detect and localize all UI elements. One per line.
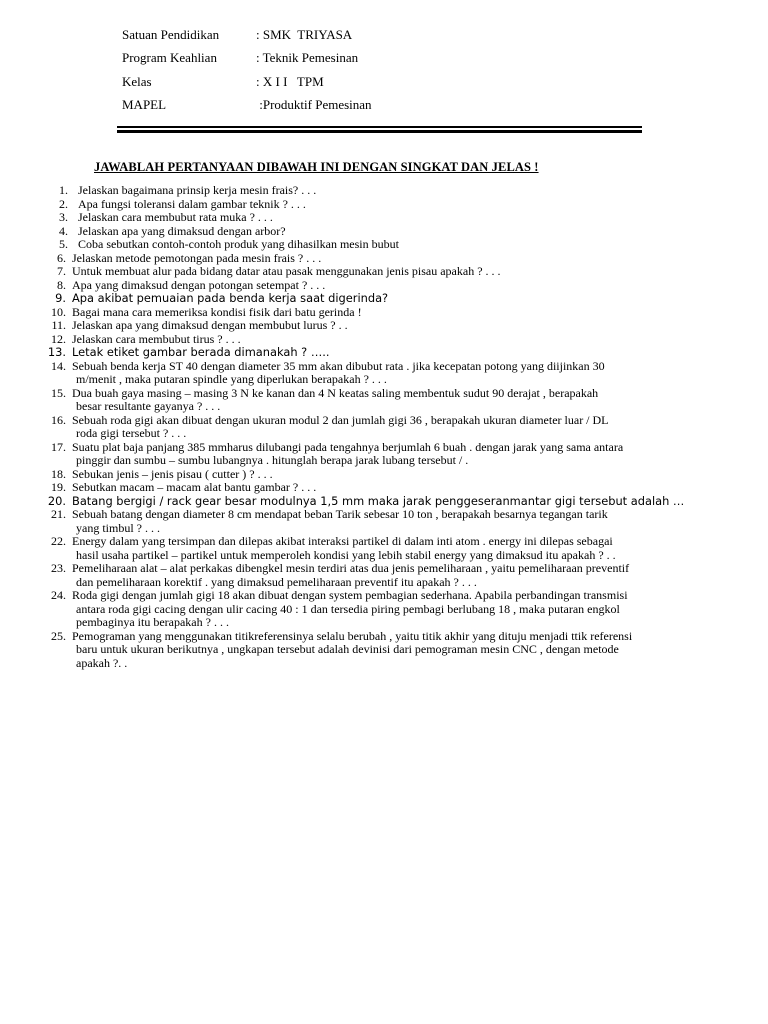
instructions-title: JAWABLAH PERTANYAAN DIBAWAH INI DENGAN SINGKAT DAN JELAS ! (94, 160, 539, 174)
question-number: 4. (59, 223, 68, 238)
question-text: Apa akibat pemuaian pada benda kerja saat digerinda? (72, 291, 389, 305)
question-text: Suatu plat baja panjang 385 mmharus dilubangi pada tengahnya berjumlah 6 buah . dengan jarak yang sama antara (72, 439, 624, 454)
question-number: 15. (51, 385, 66, 400)
question-text-continued: pembaginya itu berapakah ? . . . (76, 615, 229, 629)
question-text: Energy dalam yang tersimpan dan dilepas akibat interaksi partikel di dalam inti atom . energy ini dilepas sebagai (72, 534, 613, 548)
school-info-header (122, 26, 372, 120)
question-number: 10. (51, 304, 66, 319)
question-text: Pemeliharaan alat – alat perkakas dibengkel mesin terdiri atas dua jenis pemeliharaan , yaitu pemeliharaan preventif (72, 561, 630, 575)
question-text: Jelaskan apa yang dimaksud dengan arbor? (78, 223, 286, 238)
question-text: Letak etiket gambar berada dimanakah ? ….. (72, 345, 330, 359)
question-item (0, 238, 740, 252)
question-item (0, 562, 740, 589)
question-text: Bagai mana cara memeriksa kondisi fisik dari batu gerinda ! (72, 304, 362, 319)
question-text-continued: hasil usaha partikel – partikel untuk memperoleh kondisi yang lebih stabil energy yang dimaksud itu apakah ? . . (76, 547, 616, 562)
question-item (0, 441, 740, 468)
header-value: :Produktif Pemesinan (256, 97, 372, 113)
question-text: Sebukan jenis – jenis pisau ( cutter ) ? . . . (72, 466, 273, 481)
question-item (0, 589, 740, 630)
question-item (0, 360, 740, 387)
header-value: : Teknik Pemesinan (256, 50, 359, 66)
header-row-school (122, 26, 372, 49)
question-text: Jelaskan metode pemotongan pada mesin frais ? . . . (72, 250, 322, 265)
question-text-continued: antara roda gigi cacing dengan ulir cacing 40 : 1 dan tersedia piring pembagi berlubang 18 , maka putaran engkol (76, 601, 620, 616)
question-text: Apa fungsi toleransi dalam gambar teknik ? . . . (78, 196, 306, 211)
question-text-continued: m/menit , maka putaran spindle yang diperlukan berapakah ? . . . (76, 372, 387, 386)
header-value: : SMK TRIYASA (256, 27, 353, 42)
question-number: 23. (51, 561, 66, 575)
question-number: 5. (59, 237, 68, 251)
question-item (0, 252, 740, 266)
question-item (0, 535, 740, 562)
question-text-continued: apakah ?. . (76, 655, 128, 670)
question-number: 19. (51, 480, 66, 494)
question-text: Sebutkan macam – macam alat bantu gambar ? . . . (72, 480, 317, 494)
question-number: 16. (51, 412, 66, 427)
question-number: 18. (51, 466, 66, 481)
question-number: 6. (57, 250, 66, 265)
question-item (0, 495, 740, 509)
question-item (0, 225, 740, 239)
question-number: 20. (47, 493, 66, 508)
question-text: Sebuah batang dengan diameter 8 cm mendapat beban Tarik sebesar 10 ton , berapakah besarnya tegangan tarik (72, 507, 608, 521)
header-value: : X I I TPM (256, 73, 324, 89)
question-text: Untuk membuat alur pada bidang datar atau pasak menggunakan jenis pisau apakah ? . . . (72, 264, 501, 278)
question-text: Batang bergigi / rack gear besar modulnya 1,5 mm maka jarak penggeseranmantar gigi tersebut adalah … (72, 493, 685, 508)
question-text: Dua buah gaya masing – masing 3 N ke kanan dan 4 N keatas saling membentuk sudut 90 derajat , berapakah (72, 385, 599, 400)
question-item (0, 508, 740, 535)
question-number: 21. (51, 507, 66, 521)
question-item (0, 630, 740, 671)
question-text-continued: baru untuk ukuran berikutnya , ungkapan tersebut adalah devinisi dari pemograman mesin CNC , dengan metode (76, 642, 619, 656)
question-number: 1. (59, 183, 68, 197)
header-row-subject (122, 96, 372, 119)
question-text: Jelaskan apa yang dimaksud dengan membubut lurus ? . . (72, 318, 348, 332)
question-text-continued: roda gigi tersebut ? . . . (76, 426, 187, 440)
question-item (0, 211, 740, 225)
question-number: 25. (51, 628, 66, 643)
header-label: Satuan Pendidikan (122, 27, 220, 42)
question-text: Roda gigi dengan jumlah gigi 18 akan dibuat dengan system pembagian sederhana. Apabila perbandingan transmisi (72, 588, 628, 602)
question-list (0, 184, 740, 670)
question-number: 7. (57, 264, 66, 278)
header-row-program (122, 49, 372, 72)
question-item (0, 468, 740, 482)
question-text: Sebuah benda kerja ST 40 dengan diameter 35 mm akan dibubut rata . jika kecepatan potong yang diijinkan 30 (72, 358, 605, 373)
question-item (0, 414, 740, 441)
question-number: 12. (51, 331, 66, 346)
question-number: 22. (51, 534, 66, 548)
question-item (0, 346, 740, 360)
question-item (0, 306, 740, 320)
header-label: MAPEL (122, 97, 167, 113)
question-text-continued: dan pemeliharaan korektif . yang dimaksud pemeliharaan preventif itu apakah ? . . . (76, 574, 477, 589)
header-row-class (122, 73, 372, 96)
question-text: Coba sebutkan contoh-contoh produk yang dihasilkan mesin bubut (78, 237, 399, 251)
header-label: Program Keahlian (122, 50, 217, 66)
question-number: 8. (57, 277, 66, 292)
question-item (0, 387, 740, 414)
question-text-continued: pinggir dan sumbu – sumbu lubangnya . hitunglah berapa jarak lubang tersebut / . (76, 453, 469, 467)
question-number: 2. (59, 196, 68, 211)
header-divider-thick (117, 130, 642, 133)
header-divider-thin (117, 126, 642, 128)
question-text: Pemograman yang menggunakan titikreferensinya selalu berubah , yaitu titik akhir yang dituju menjadi ttik referensi (72, 628, 633, 643)
question-number: 14. (51, 358, 66, 373)
question-item (0, 198, 740, 212)
question-text: Apa yang dimaksud dengan potongan setempat ? . . . (72, 277, 326, 292)
question-number: 24. (51, 588, 66, 602)
question-text-continued: yang timbul ? . . . (76, 520, 160, 535)
question-item (0, 279, 740, 293)
question-item (0, 292, 740, 306)
header-label: Kelas (122, 73, 152, 89)
question-number: 3. (59, 210, 68, 224)
question-number: 11. (51, 318, 66, 332)
question-text: Sebuah roda gigi akan dibuat dengan ukuran modul 2 dan jumlah gigi 36 , berapakah ukuran diameter luar / DL (72, 412, 609, 427)
question-item (0, 184, 740, 198)
question-number: 13. (47, 345, 66, 359)
question-text: Jelaskan bagaimana prinsip kerja mesin frais? . . . (78, 183, 317, 197)
question-number: 17. (51, 439, 66, 454)
question-text-continued: besar resultante gayanya ? . . . (76, 399, 221, 413)
question-number: 9. (55, 291, 66, 305)
question-item (0, 481, 740, 495)
question-item (0, 265, 740, 279)
question-text: Jelaskan cara membubut rata muka ? . . . (78, 210, 273, 224)
question-text: Jelaskan cara membubut tirus ? . . . (72, 331, 241, 346)
question-item (0, 319, 740, 333)
question-item (0, 333, 740, 347)
